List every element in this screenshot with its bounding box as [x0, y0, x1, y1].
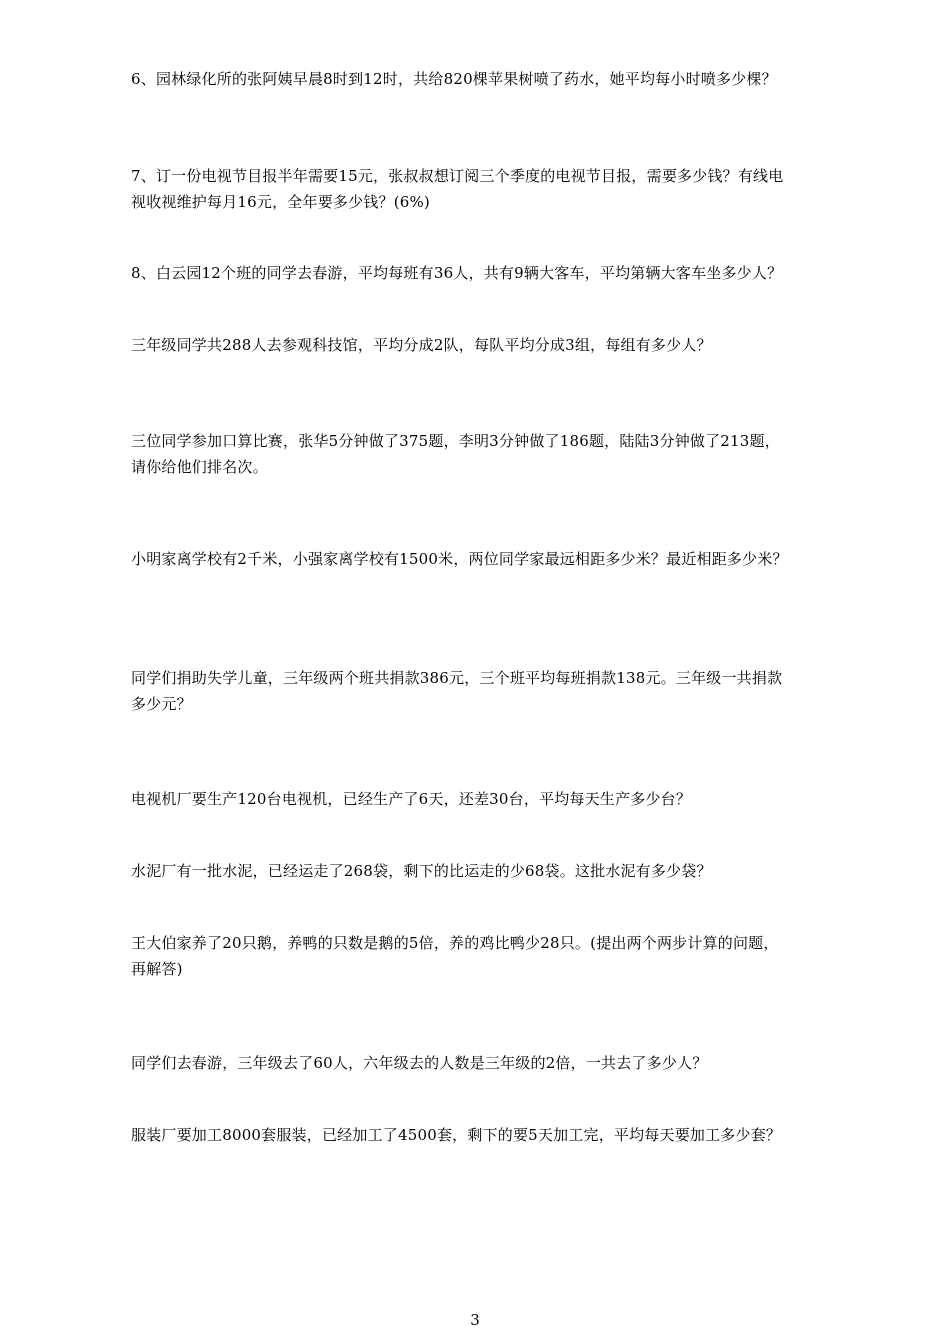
- problem-distance-to-school: 小明家离学校有2千米，小强家离学校有1500米，两位同学家最远相距多少米？最近相距多少米？: [131, 550, 788, 568]
- problem-donation: 同学们捐助失学儿童，三年级两个班共捐款386元，三个班平均每班捐款138元。三年级一共捐款多少元？: [131, 669, 783, 713]
- problem-tv-factory: 电视机厂要生产120台电视机，已经生产了6天，还差30台，平均每天生产多少台？: [131, 790, 692, 808]
- problem-6: 6、园林绿化所的张阿姨早晨8时到12时，共给820棵苹果树喷了药水，她平均每小时喷多少棵？: [131, 70, 777, 88]
- problem-garment-factory: 服装厂要加工8000套服装，已经加工了4500套，剩下的要5天加工完，平均每天要加工多少套？: [131, 1126, 782, 1144]
- problem-7: 7、订一份电视节目报半年需要15元，张叔叔想订阅三个季度的电视节目报，需要多少钱？有线电视收视维护每月16元，全年要多少钱？(6%): [131, 167, 784, 211]
- problem-geese-ducks-chickens: 王大伯家养了20只鹅，养鸭的只数是鹅的5倍，养的鸡比鸭少28只。(提出两个两步计算的问题，再解答): [131, 934, 779, 978]
- problem-science-museum: 三年级同学共288人去参观科技馆，平均分成2队，每队平均分成3组，每组有多少人？: [131, 336, 712, 354]
- page-number: 3: [470, 1311, 480, 1329]
- problem-8: 8、白云园12个班的同学去春游，平均每班有36人，共有9辆大客车，平均第辆大客车坐多少人？: [131, 264, 783, 282]
- problem-cement-factory: 水泥厂有一批水泥，已经运走了268袋，剩下的比运走的少68袋。这批水泥有多少袋？: [131, 862, 712, 880]
- problem-spring-outing: 同学们去春游，三年级去了60人，六年级去的人数是三年级的2倍，一共去了多少人？: [131, 1054, 708, 1072]
- problem-mental-math-contest: 三位同学参加口算比赛，张华5分钟做了375题，李明3分钟做了186题，陆陆3分钟做了213题，请你给他们排名次。: [131, 432, 780, 476]
